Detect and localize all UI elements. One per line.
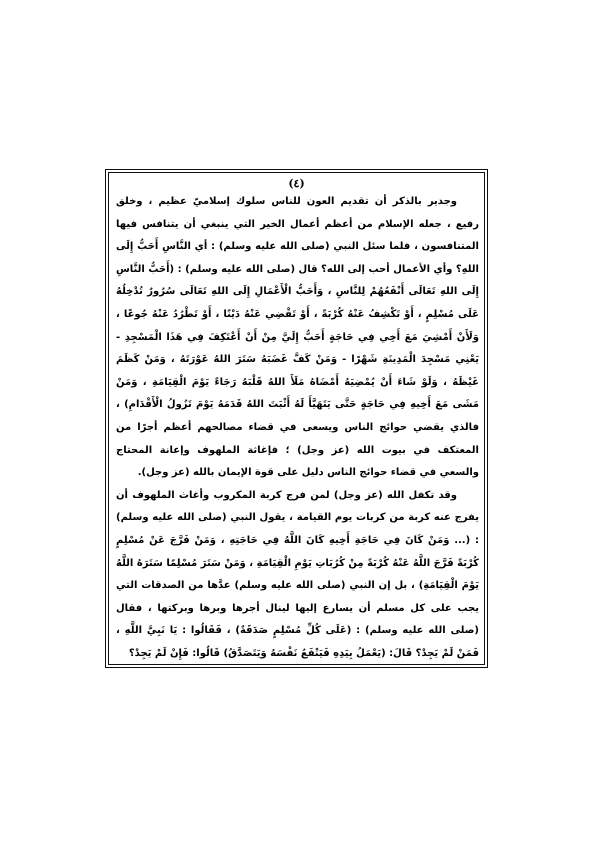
body-text	[116, 191, 479, 665]
paragraph-1: وجدير بالذكر أن تقديم العون للناس سلوك إسلاميّ عظيم ، وخلق رفيع ، جعله الإسلام من أعظم أعمال الخير التي ينبغي أن يتنافس فيها المتنافسون ، فلما سئل النبي (صلى الله عليه وسلم) : أي النَّاسِ أَحَبُّ إِلَى اللهِ؟ وأي الأعمال أحب إلى الله؟ قال (صلى الله عليه وسلم) : (أَحَبُّ النَّاسِ إِلَى اللهِ تَعَالَى أَنْفَعُهُمْ لِلنَّاسِ ، وَأَحَبُّ الْأَعْمَالِ إِلَى اللهِ تَعَالَى سُرُورٌ تُدْخِلُهُ عَلَى مُسْلِمٍ ، أَوْ تَكْشِفُ عَنْهُ كُرْبَةً ، أَوْ تَقْضِي عَنْهُ دَيْنًا ، أَوْ تَطْرُدُ عَنْهُ جُوعًا ، وَلَأَنْ أَمْشِيَ مَعَ أَخِي فِي حَاجَةٍ أَحَبُّ إِلَيَّ مِنْ أَنْ أَعْتَكِفَ فِي هَذَا الْمَسْجِدِ - يَعْنِي مَسْجِدَ الْمَدِينَةِ شَهْرًا - وَمَنْ كَفَّ غَضَبَهُ سَتَرَ اللهُ عَوْرَتَهُ ، وَمَنْ كَظَمَ غَيْظَهُ ، وَلَوْ شَاءَ أَنْ يُمْضِيَهُ أَمْضَاهُ مَلَأَ اللهُ قَلْبَهُ رَجَاءً يَوْمَ الْقِيَامَةِ ، وَمَنْ مَشَى مَعَ أَخِيهِ فِي حَاجَةٍ حَتَّى يَتَهَيَّأَ لَهُ أَثْبَتَ اللهُ قَدَمَهُ يَوْمَ تَزُولُ الْأَقْدَامِ) ، فالذي يقضي حوائج الناس ويسعى في قضاء مصالحهم أعظم أجرًا من المعتكف في بيوت الله (عز وجل) ؛ فإغاثة الملهوف وإعانة المحتاج والسعي في قضاء حوائج الناس دليل على قوة الإيمان بالله (عز وجل).	[116, 196, 479, 479]
page-frame	[105, 169, 488, 668]
paragraph-2: وقد تكفل الله (عز وجل) لمن فرج كربة المكروب وأغاث الملهوف أن يفرج عنه كربة من كربات يوم القيامة ، يقول النبي (صلى الله عليه وسلم) : (... وَمَنْ كَانَ فِي حَاجَةِ أَخِيهِ كَانَ اللَّهُ فِي حَاجَتِهِ ، وَمَنْ فَرَّجَ عَنْ مُسْلِمٍ كُرْبَةً فَرَّجَ اللَّهُ عَنْهُ كُرْبَةً مِنْ كُرُبَاتِ يَوْمِ الْقِيَامَةِ ، وَمَنْ سَتَرَ مُسْلِمًا سَتَرَهُ اللَّهُ يَوْمَ الْقِيَامَةِ) ، بل إن النبي (صلى الله عليه وسلم) عدَّها من الصدقات التي يجب على كل مسلم أن يسارع إليها لينال أجرها وبرها وبركتها ، فقال (صلى الله عليه وسلم) : (عَلَى كُلِّ مُسْلِمٍ صَدَقَةٌ) ، فَقَالُوا : يَا نَبِيَّ اللَّهِ ، فَمَنْ لَمْ يَجِدْ؟ قَالَ: (يَعْمَلُ بِيَدِهِ فَيَنْفَعُ نَفْسَهُ وَيَتَصَدَّقُ) قَالُوا: فَإِنْ لَمْ يَجِدْ؟	[116, 489, 479, 659]
page-number: (٤)	[288, 177, 305, 190]
